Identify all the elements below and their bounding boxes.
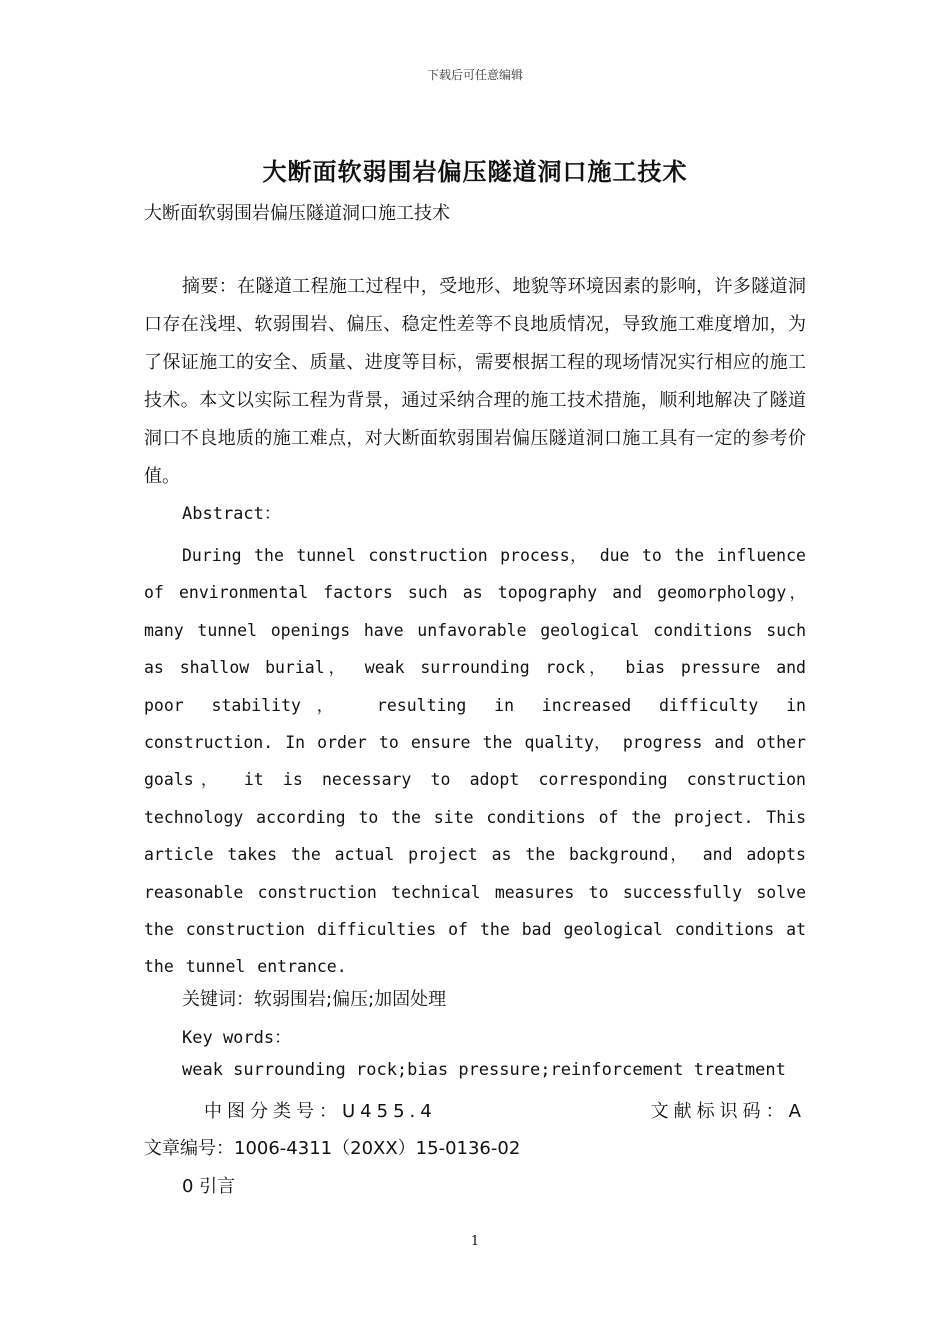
abstract-english: During the tunnel construction process， due to the influence of environmental factors such as topography and geomorphology， many tunnel openings have unfavorable geological conditions such as shallow burial， weak surrounding rock， bias pressure and poor stability， resulting in increased difficulty in construction. In order to ensure the quality， progress and other goals， it is necessary to adopt corresponding construction technology according to the site conditions of the project. This article takes the actual project as the background， and adopts reasonable construction technical measures to successfully solve the construction difficulties of the bad geological conditions at the tunnel entrance. <box>144 546 806 977</box>
section-heading: 0 引言 <box>182 1176 236 1197</box>
document-subtitle: 大断面软弱围岩偏压隧道洞口施工技术 <box>144 203 450 224</box>
keywords-chinese: 关键词：软弱围岩;偏压;加固处理 <box>182 989 447 1010</box>
abstract-chinese: 摘要：在隧道工程施工过程中，受地形、地貌等环境因素的影响，许多隧道洞口存在浅埋、软弱围岩、偏压、稳定性差等不良地质情况，导致施工难度增加，为了保证施工的安全、质量、进度等目标，需要根据工程的现场情况实行相应的施工技术。本文以实际工程为背景，通过采纳合理的施工技术措施，顺利地解决了隧道洞口不良地质的施工难点，对大断面软弱围岩偏压隧道洞口施工具有一定的参考价值。 <box>144 276 806 487</box>
classification-number: 中图分类号：U455.4 <box>204 1101 437 1122</box>
keywords-english: weak surrounding rock;bias pressure;reinforcement treatment <box>182 1060 786 1080</box>
article-number: 文章编号：1006-4311（20XX）15-0136-02 <box>144 1138 521 1159</box>
header-note: 下载后可任意编辑 <box>426 68 523 82</box>
page-number: 1 <box>470 1234 480 1249</box>
document-title: 大断面软弱围岩偏压隧道洞口施工技术 <box>262 158 688 186</box>
keywords-label: Key words： <box>182 1028 292 1048</box>
document-code: 文献标识码：A <box>650 1101 806 1122</box>
abstract-label: Abstract： <box>182 504 281 524</box>
